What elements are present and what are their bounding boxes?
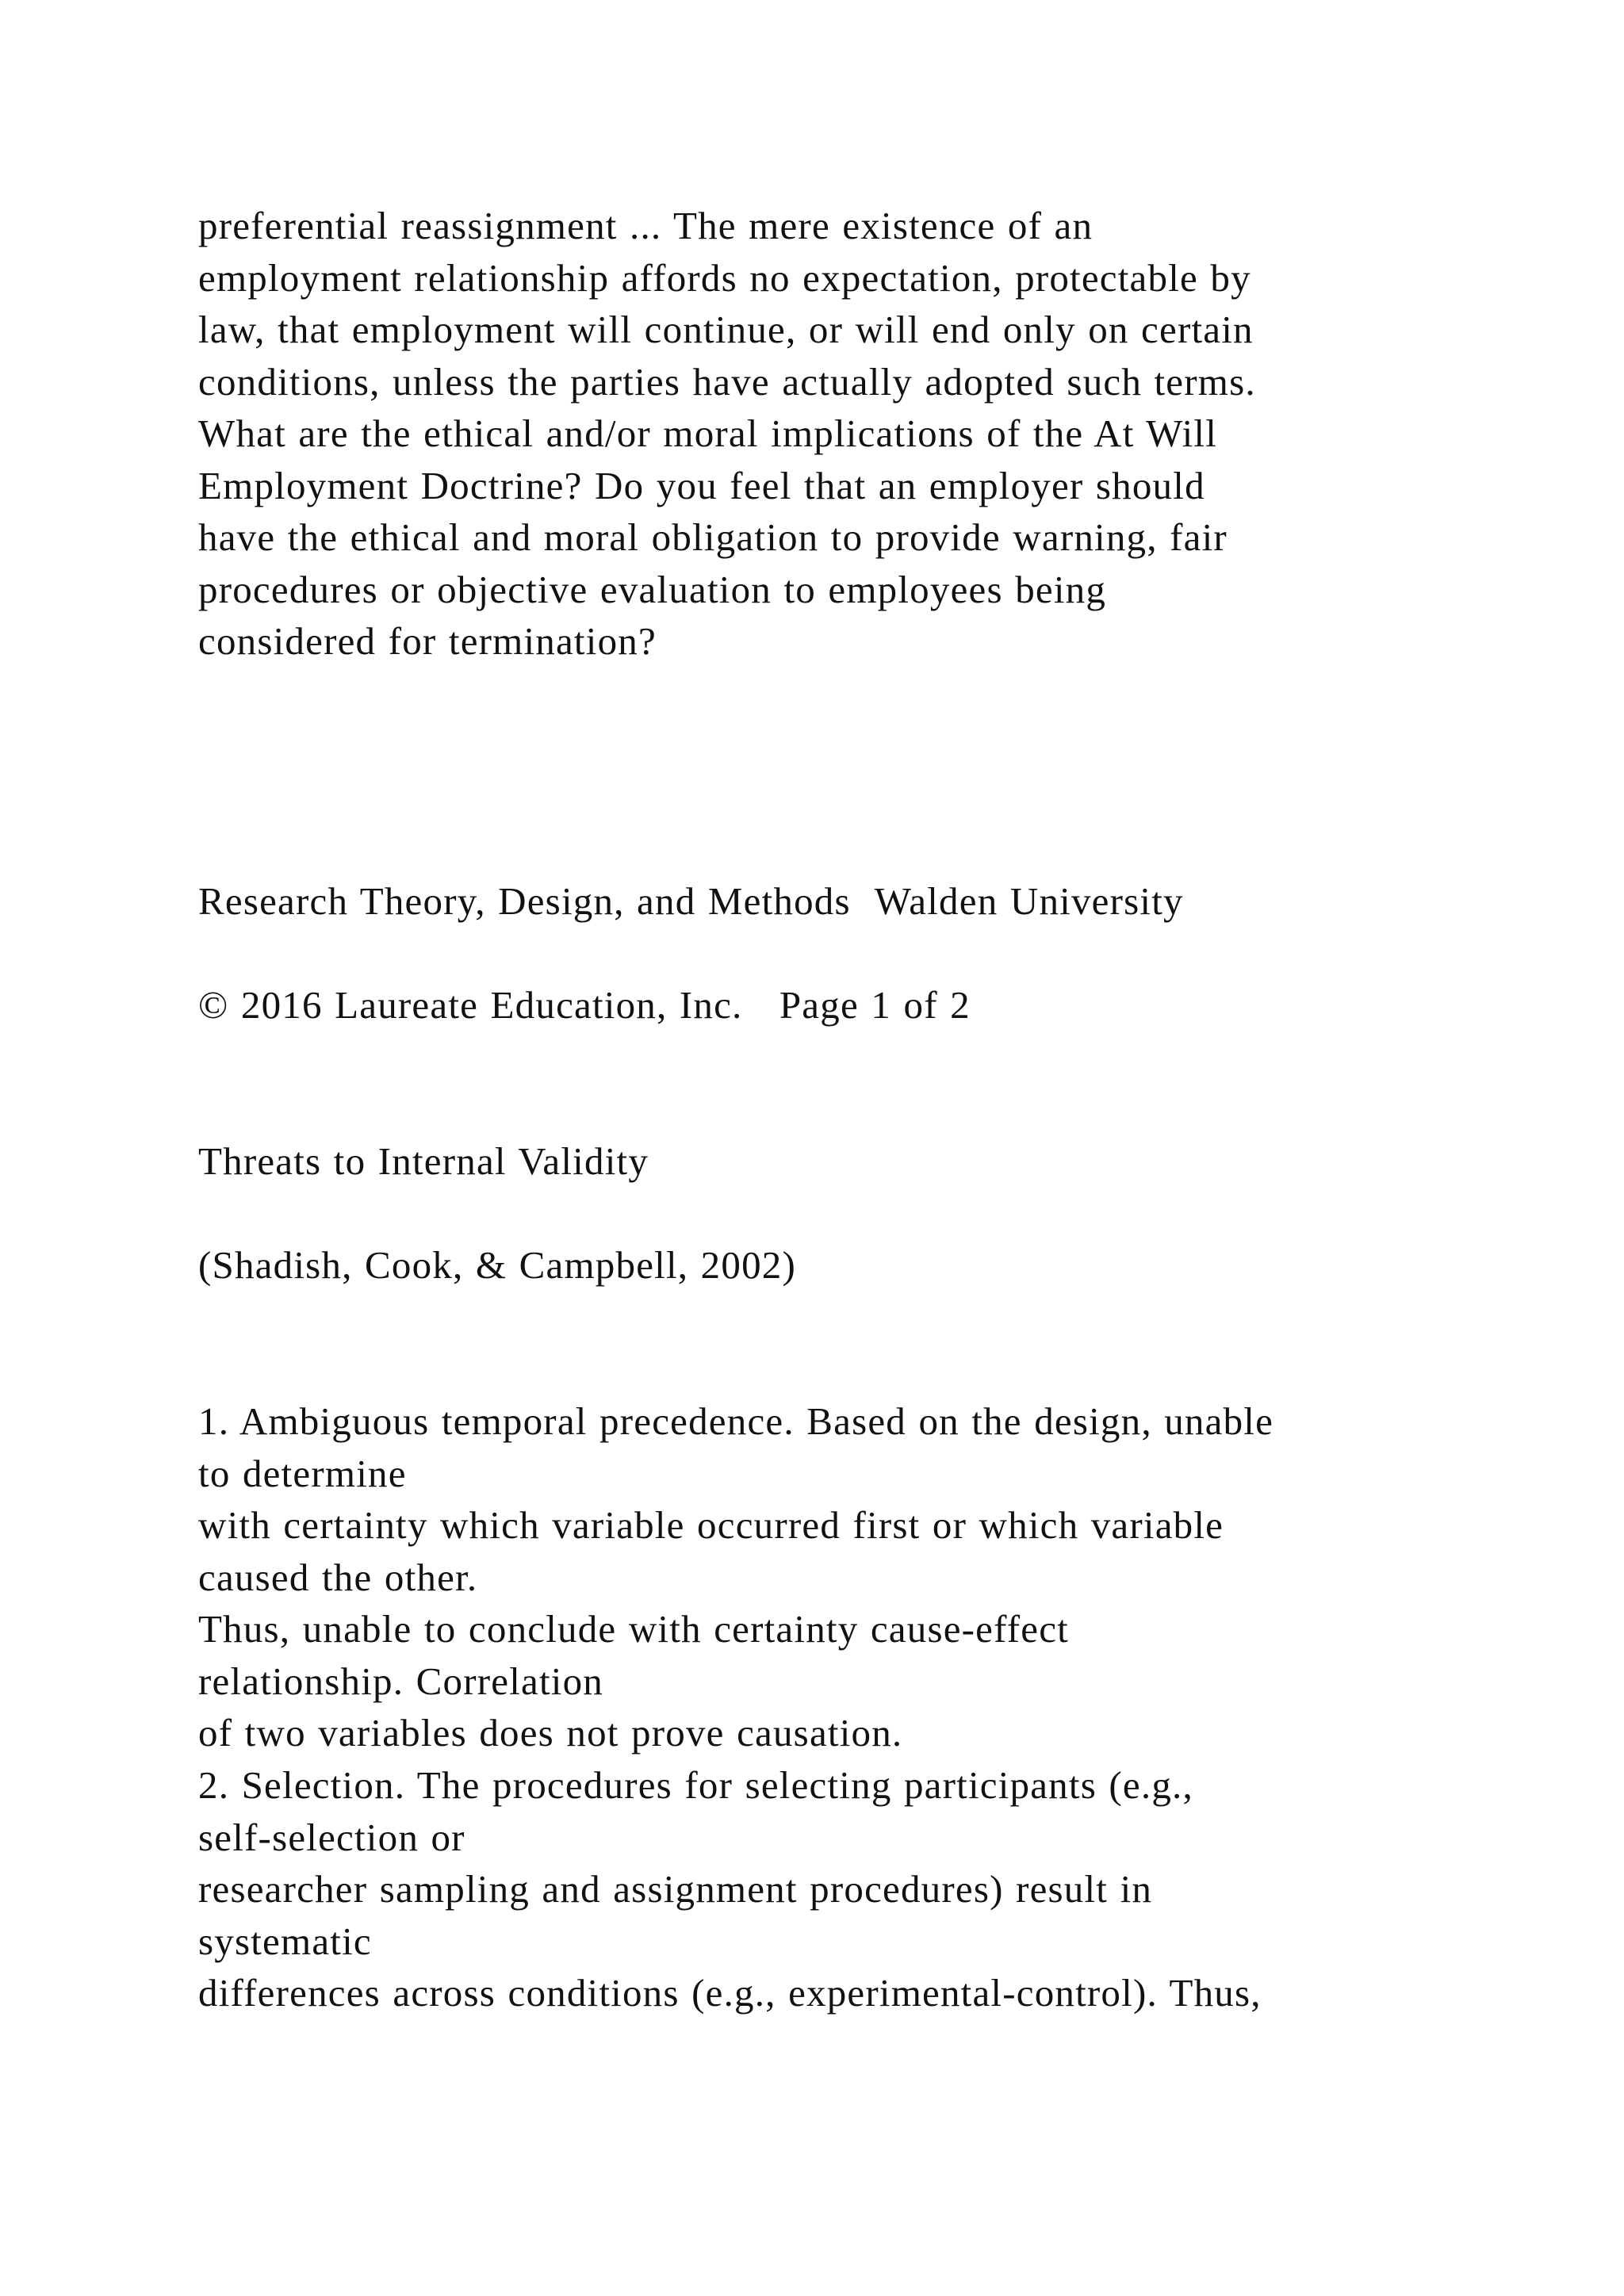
- text-line: law, that employment will continue, or will end only on certain: [198, 308, 1254, 351]
- text-line: with certainty which variable occurred first or which variable: [198, 1503, 1224, 1547]
- text-line: conditions, unless the parties have actually adopted such terms.: [198, 359, 1256, 404]
- text-line: 1. Ambiguous temporal precedence. Based on the design, unable: [198, 1399, 1274, 1443]
- text-line: differences across conditions (e.g., experimental-control). Thus,: [198, 1971, 1262, 2015]
- course-header: Research Theory, Design, and Methods Walden University: [198, 879, 1184, 923]
- text-line: Thus, unable to conclude with certainty cause-effect: [198, 1607, 1069, 1651]
- text-line: systematic: [198, 1919, 372, 1963]
- text-line: procedures or objective evaluation to employees being: [198, 567, 1107, 611]
- text-line: to determine: [198, 1451, 407, 1495]
- text-line: Employment Doctrine? Do you feel that an employer should: [198, 463, 1205, 507]
- document-title: Threats to Internal Validity: [198, 1139, 649, 1183]
- text-line: What are the ethical and/or moral implications of the At Will: [198, 411, 1218, 455]
- text-line: caused the other.: [198, 1555, 478, 1599]
- threat-item-2: [198, 1759, 1262, 2019]
- text-line: preferential reassignment ... The mere existence of an: [198, 204, 1094, 247]
- intro-paragraph: [198, 200, 1256, 668]
- text-line: have the ethical and moral obligation to provide warning, fair: [198, 515, 1228, 559]
- text-line: 2. Selection. The procedures for selecting participants (e.g.,: [198, 1763, 1193, 1807]
- text-line: self-selection or: [198, 1815, 465, 1859]
- text-line: employment relationship affords no expectation, protectable by: [198, 255, 1251, 300]
- copyright-line: © 2016 Laureate Education, Inc. Page 1 of 2: [198, 983, 971, 1027]
- text-line: researcher sampling and assignment procedures) result in: [198, 1867, 1153, 1911]
- text-line: relationship. Correlation: [198, 1659, 603, 1703]
- document-citation: (Shadish, Cook, & Campbell, 2002): [198, 1243, 796, 1287]
- text-line: considered for termination?: [198, 619, 657, 663]
- text-line: of two variables does not prove causation.: [198, 1711, 903, 1755]
- threat-item-1: [198, 1395, 1274, 1759]
